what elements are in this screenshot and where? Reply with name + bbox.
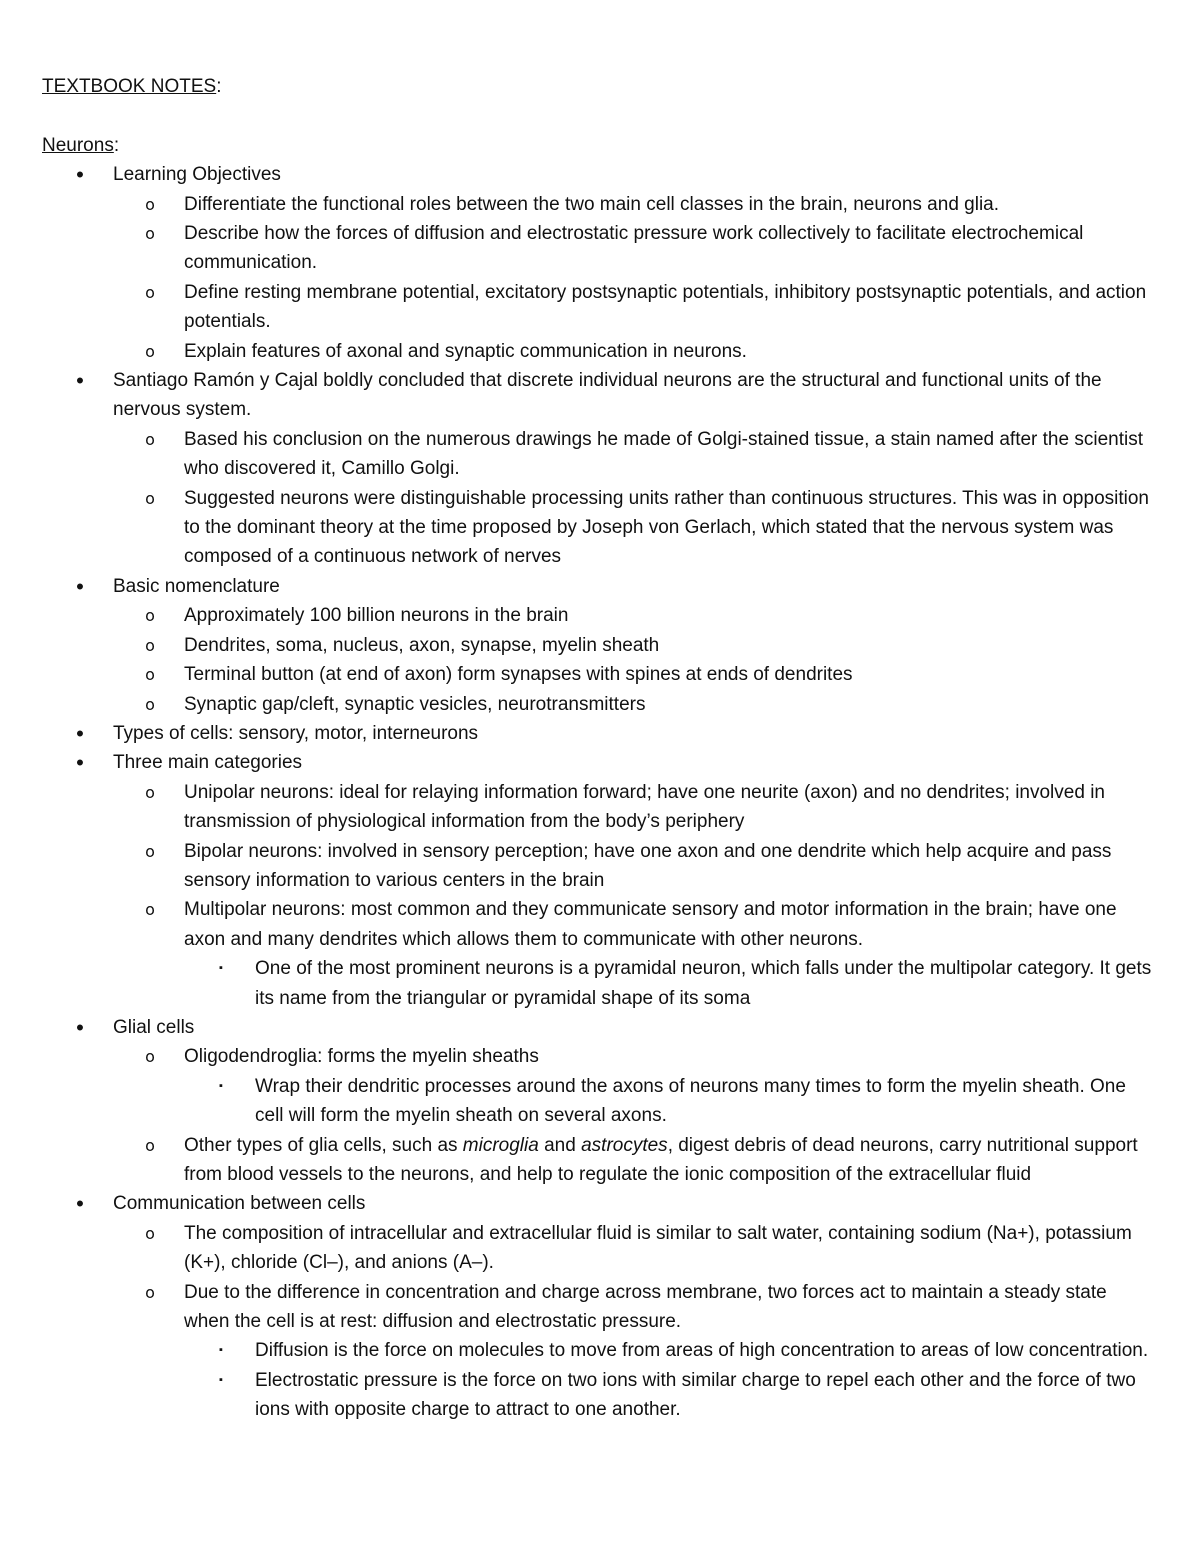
item-text: Suggested neurons were distinguishable processing units rather than continuous structures. This was in opposition to the dominant theory at the time proposed by Joseph von Gerlach, which stated that the nervous system was composed of a continuous network of nerves (184, 487, 1149, 568)
sub-list (113, 425, 1152, 572)
bullet-icon: • (76, 573, 84, 599)
item-text: Basic nomenclature (113, 575, 280, 597)
list-item (42, 1219, 1152, 1278)
list-item (42, 278, 1152, 337)
item-text: Electrostatic pressure is the force on two ions with similar charge to repel each other and the force of two ions with opposite charge to attract to one another. (255, 1369, 1136, 1421)
section-text: Neurons (42, 134, 114, 156)
section-colon: : (113, 134, 120, 156)
sub-sub-list (184, 1072, 1152, 1131)
item-text: Differentiate the functional roles between the two main cell classes in the brain, neurons and glia. (184, 193, 1000, 215)
item-text-part: Other types of glia cells, such as (184, 1134, 463, 1156)
item-text: Explain features of axonal and synaptic communication in neurons. (184, 340, 747, 362)
list-item (42, 160, 1152, 366)
item-text: Oligodendroglia: forms the myelin sheaths (184, 1046, 539, 1068)
item-text: Glial cells (113, 1016, 195, 1038)
item-text: Synaptic gap/cleft, synaptic vesicles, neurotransmitters (184, 693, 646, 715)
list-item (42, 631, 1152, 660)
circle-bullet-icon: o (145, 665, 155, 685)
item-text: Bipolar neurons: involved in sensory perception; have one axon and one dendrite which help acquire and pass sensory information to various centers in the brain (184, 840, 1112, 891)
item-text: Based his conclusion on the numerous drawings he made of Golgi-stained tissue, a stain named after the scientist who discovered it, Camillo Golgi. (184, 428, 1143, 480)
list-item (42, 1189, 1152, 1424)
document-title (42, 72, 1152, 101)
circle-bullet-icon: o (145, 694, 155, 714)
circle-bullet-icon: o (145, 224, 155, 244)
item-text: One of the most prominent neurons is a pyramidal neuron, which falls under the multipolar category. It gets its name from the triangular or pyramidal shape of its soma (255, 958, 1152, 1009)
square-bullet-icon: ▪ (219, 1373, 223, 1386)
list-item (42, 1042, 1152, 1130)
sub-sub-list (184, 954, 1152, 1013)
circle-bullet-icon: o (145, 1047, 155, 1067)
list-item (42, 1013, 1152, 1189)
sub-sub-list (184, 1336, 1152, 1424)
circle-bullet-icon: o (145, 1223, 155, 1243)
item-text: Dendrites, soma, nucleus, axon, synapse, myelin sheath (184, 634, 660, 656)
list-item (42, 601, 1152, 630)
list-item (42, 337, 1152, 366)
item-text-part: and (538, 1134, 582, 1156)
list-item (42, 690, 1152, 719)
list-item (42, 660, 1152, 689)
item-text: Describe how the forces of diffusion and electrostatic pressure work collectively to facilitate electrochemical communication. (184, 223, 1084, 274)
item-text: Santiago Ramón y Cajal boldly concluded that discrete individual neurons are the structural and functional units of the nervous system. (113, 370, 1102, 421)
list-item (42, 778, 1152, 837)
list-item (42, 954, 1152, 1013)
sub-list (113, 190, 1152, 366)
item-text: Wrap their dendritic processes around the axons of neurons many times to form the myelin sheath. One cell will form the myelin sheath on several axons. (255, 1075, 1126, 1127)
item-text-part: , digest debris of dead neurons, carry nutritional support from blood vessels to the neurons, and help to regulate the ionic composition of the extracellular fluid (184, 1134, 1138, 1186)
circle-bullet-icon: o (145, 606, 155, 626)
bullet-icon: • (76, 750, 84, 776)
circle-bullet-icon: o (145, 841, 155, 861)
circle-bullet-icon: o (145, 900, 155, 920)
sub-list (113, 1219, 1152, 1425)
section-heading (42, 131, 1152, 160)
sub-list (113, 778, 1152, 1013)
bullet-icon: • (76, 368, 84, 394)
list-item (42, 1278, 1152, 1425)
list-item (42, 1072, 1152, 1131)
sub-list (113, 1042, 1152, 1189)
circle-bullet-icon: o (145, 1135, 155, 1155)
circle-bullet-icon: o (145, 488, 155, 508)
notes-list (42, 160, 1152, 1424)
item-text: The composition of intracellular and extracellular fluid is similar to salt water, containing sodium (Na+), potassium (K+), chloride (Cl–), and anions (A–). (184, 1222, 1132, 1274)
bullet-icon: • (76, 1014, 84, 1040)
square-bullet-icon: ▪ (219, 1079, 223, 1092)
list-item (42, 1131, 1152, 1190)
circle-bullet-icon: o (145, 1282, 155, 1302)
list-item (42, 190, 1152, 219)
circle-bullet-icon: o (145, 635, 155, 655)
list-item (42, 572, 1152, 719)
list-item (42, 484, 1152, 572)
list-item (42, 1366, 1152, 1425)
item-text: Due to the difference in concentration and charge across membrane, two forces act to maintain a steady state when the cell is at rest: diffusion and electrostatic pressure. (184, 1281, 1107, 1333)
item-text: Terminal button (at end of axon) form synapses with spines at ends of dendrites (184, 664, 853, 686)
bullet-icon: • (76, 720, 84, 746)
list-item (42, 748, 1152, 1013)
item-text: Communication between cells (113, 1193, 366, 1215)
list-item (42, 895, 1152, 1013)
title-text: TEXTBOOK NOTES (42, 76, 217, 97)
item-text: Types of cells: sensory, motor, interneurons (113, 722, 479, 744)
circle-bullet-icon: o (145, 341, 155, 361)
circle-bullet-icon: o (145, 282, 155, 302)
circle-bullet-icon: o (145, 429, 155, 449)
notes-content (42, 72, 1152, 1425)
blank-line (42, 101, 1152, 130)
item-text: Diffusion is the force on molecules to move from areas of high concentration to areas of low concentration. (255, 1340, 1149, 1362)
square-bullet-icon: ▪ (219, 962, 223, 975)
item-text-emphasis: microglia (462, 1134, 539, 1156)
circle-bullet-icon: o (145, 194, 155, 214)
bullet-icon: • (76, 1191, 84, 1217)
square-bullet-icon: ▪ (219, 1344, 223, 1357)
list-item (42, 219, 1152, 278)
sub-list (113, 601, 1152, 719)
list-item (42, 366, 1152, 572)
circle-bullet-icon: o (145, 782, 155, 802)
list-item (42, 1336, 1152, 1365)
list-item (42, 837, 1152, 896)
item-text: Three main categories (113, 752, 303, 774)
item-text-emphasis: astrocytes (581, 1134, 668, 1156)
item-text: Learning Objectives (113, 164, 281, 186)
list-item (42, 719, 1152, 748)
item-text: Unipolar neurons: ideal for relaying information forward; have one neurite (axon) and no dendrites; involved in transmission of physiological information from the body’s periphery (184, 781, 1105, 833)
item-text: Multipolar neurons: most common and they communicate sensory and motor information in the brain; have one axon and many dendrites which allows them to communicate with other neurons. (184, 899, 1117, 950)
item-text: Approximately 100 billion neurons in the brain (184, 605, 569, 627)
title-colon: : (216, 76, 222, 97)
item-text: Define resting membrane potential, excitatory postsynaptic potentials, inhibitory postsynaptic potentials, and action potentials. (184, 281, 1147, 333)
bullet-icon: • (76, 162, 84, 188)
list-item (42, 425, 1152, 484)
